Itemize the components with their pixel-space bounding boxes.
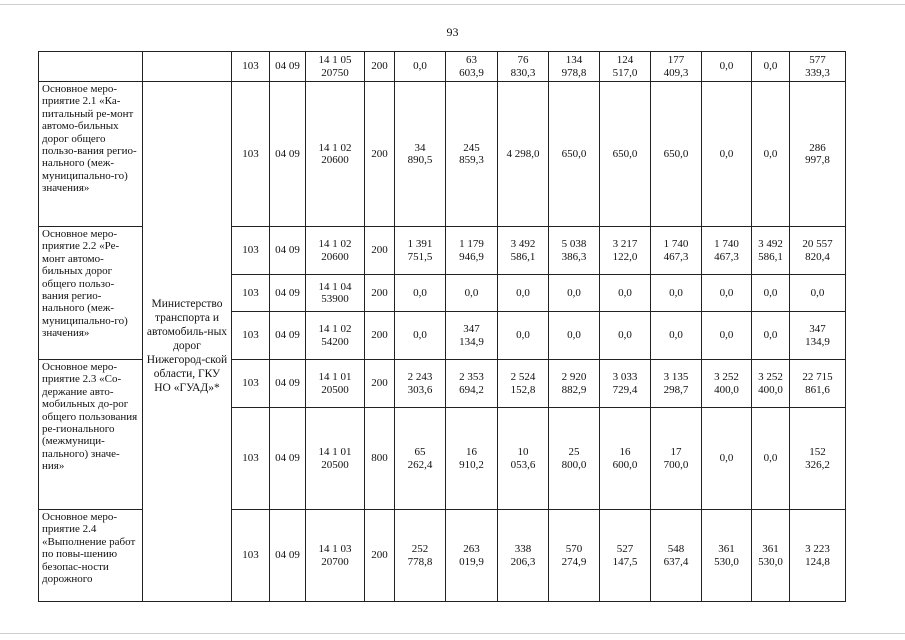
section-code-cell xyxy=(270,227,306,275)
year-value-cell xyxy=(600,510,651,602)
budget-code-cell xyxy=(232,408,270,510)
year-value: 650,0 xyxy=(663,147,689,160)
total-cell xyxy=(790,408,846,510)
year-value-cell xyxy=(446,360,498,408)
budget-code-cell xyxy=(232,82,270,227)
year-value: 3 492 586,1 xyxy=(510,238,536,263)
expense-type-cell xyxy=(365,82,395,227)
year-value: 16 910,2 xyxy=(459,446,484,471)
total-cell xyxy=(790,52,846,82)
activity-name-cell xyxy=(39,52,143,82)
total-value: 3 223 124,8 xyxy=(805,543,830,568)
year-value-cell xyxy=(498,52,549,82)
expense-type-cell xyxy=(365,275,395,312)
target-article-cell xyxy=(306,52,365,82)
total-cell xyxy=(790,510,846,602)
year-value: 1 740 467,3 xyxy=(663,238,689,263)
year-value: 650,0 xyxy=(612,147,638,160)
year-value-cell xyxy=(600,360,651,408)
year-value-cell xyxy=(651,227,702,275)
total-value: 577 339,3 xyxy=(805,54,830,79)
expense-type-cell-value: 800 xyxy=(371,452,388,465)
expense-type-cell xyxy=(365,227,395,275)
target-article-cell-value: 14 1 05 20750 xyxy=(318,54,352,79)
year-value: 0,0 xyxy=(763,286,778,299)
year-value-cell xyxy=(395,408,446,510)
section-code-cell-value: 04 09 xyxy=(275,147,300,160)
year-value-cell xyxy=(498,360,549,408)
year-value-cell xyxy=(651,360,702,408)
target-article-cell xyxy=(306,227,365,275)
target-article-cell xyxy=(306,312,365,360)
year-value: 527 147,5 xyxy=(612,543,638,568)
year-value-cell xyxy=(395,275,446,312)
target-article-cell-value: 14 1 01 20500 xyxy=(318,446,352,471)
year-value-cell xyxy=(498,510,549,602)
year-value: 5 038 386,3 xyxy=(561,238,587,263)
year-value: 0,0 xyxy=(719,147,734,160)
year-value: 548 637,4 xyxy=(663,543,689,568)
year-value-cell xyxy=(752,52,790,82)
section-code-cell xyxy=(270,82,306,227)
year-value-cell xyxy=(702,312,752,360)
budget-code-cell xyxy=(232,510,270,602)
budget-code-cell xyxy=(232,312,270,360)
budget-code-cell xyxy=(232,227,270,275)
year-value-cell xyxy=(498,275,549,312)
target-article-cell-value: 14 1 01 20500 xyxy=(318,371,352,396)
year-value-cell xyxy=(446,227,498,275)
budget-code-cell-value: 103 xyxy=(242,244,259,257)
section-code-cell xyxy=(270,312,306,360)
year-value-cell xyxy=(446,312,498,360)
total-value: 22 715 861,6 xyxy=(802,371,833,396)
budget-code-cell-value: 103 xyxy=(242,60,259,73)
year-value: 570 274,9 xyxy=(561,543,587,568)
year-value-cell xyxy=(752,312,790,360)
year-value-cell xyxy=(549,275,600,312)
year-value-cell xyxy=(395,227,446,275)
year-value: 0,0 xyxy=(719,286,734,299)
budget-table xyxy=(38,51,846,602)
year-value-cell xyxy=(651,408,702,510)
year-value-cell xyxy=(702,510,752,602)
year-value: 2 920 882,9 xyxy=(561,371,587,396)
year-value-cell xyxy=(549,82,600,227)
year-value-cell xyxy=(651,275,702,312)
expense-type-cell xyxy=(365,510,395,602)
section-code-cell-value: 04 09 xyxy=(275,452,300,465)
section-code-cell-value: 04 09 xyxy=(275,60,300,73)
year-value: 3 033 729,4 xyxy=(612,371,638,396)
year-value: 0,0 xyxy=(719,452,734,465)
year-value: 347 134,9 xyxy=(459,323,484,348)
executor-cell-top xyxy=(143,52,232,82)
section-code-cell xyxy=(270,408,306,510)
year-value: 650,0 xyxy=(561,147,587,160)
section-code-cell-value: 04 09 xyxy=(275,377,300,390)
activity-name-cell: Основное меро-приятие 2.1 «Ка-питальный ре-монт автомо-бильных дорог общего пользо-вания регио-нального (меж-муниципально-го) значения» xyxy=(39,82,143,227)
target-article-cell xyxy=(306,408,365,510)
year-value: 1 179 946,9 xyxy=(459,238,484,263)
year-value: 63 603,9 xyxy=(459,54,484,79)
year-value-cell xyxy=(498,227,549,275)
activity-name-cell: Основное меро-приятие 2.3 «Со-держание авто-мобильных до-рог общего пользования ре-гионального (межмуници-пального) значе-ния» xyxy=(39,360,143,510)
year-value: 0,0 xyxy=(567,286,581,299)
year-value-cell xyxy=(549,52,600,82)
year-value: 338 206,3 xyxy=(510,543,536,568)
year-value: 1 740 467,3 xyxy=(714,238,739,263)
year-value: 0,0 xyxy=(763,452,778,465)
year-value: 2 353 694,2 xyxy=(459,371,484,396)
year-value: 3 217 122,0 xyxy=(612,238,638,263)
year-value-cell xyxy=(752,510,790,602)
year-value-cell xyxy=(651,510,702,602)
budget-code-cell xyxy=(232,52,270,82)
scan-edge-bottom xyxy=(0,633,905,634)
total-value: 20 557 820,4 xyxy=(802,238,833,263)
year-value-cell xyxy=(600,275,651,312)
expense-type-cell xyxy=(365,408,395,510)
year-value-cell xyxy=(600,52,651,82)
expense-type-cell-value: 200 xyxy=(371,286,388,299)
year-value: 65 262,4 xyxy=(407,446,433,471)
activity-name-cell: Основное меро-приятие 2.2 «Ре-монт автомо-бильных дорог общего пользо-вания регио-нального (меж-муниципально-го) значения» xyxy=(39,227,143,360)
section-code-cell xyxy=(270,510,306,602)
year-value-cell xyxy=(702,275,752,312)
section-code-cell xyxy=(270,52,306,82)
total-cell xyxy=(790,227,846,275)
year-value: 0,0 xyxy=(516,286,530,299)
year-value-cell xyxy=(702,82,752,227)
year-value-cell xyxy=(600,408,651,510)
target-article-cell-value: 14 1 02 20600 xyxy=(318,238,352,263)
year-value: 0,0 xyxy=(669,329,683,342)
target-article-cell-value: 14 1 04 53900 xyxy=(318,280,352,305)
year-value-cell xyxy=(702,408,752,510)
section-code-cell-value: 04 09 xyxy=(275,549,300,562)
year-value: 3 252 400,0 xyxy=(758,371,783,396)
budget-code-cell-value: 103 xyxy=(242,549,259,562)
year-value: 0,0 xyxy=(567,329,581,342)
activity-name-cell: Основное меро-приятие 2.4 «Выполнение работ по повы-шению безопас-ности дорожного xyxy=(39,510,143,602)
budget-code-cell xyxy=(232,275,270,312)
year-value: 124 517,0 xyxy=(612,54,638,79)
total-value: 347 134,9 xyxy=(805,323,830,348)
year-value: 3 492 586,1 xyxy=(758,238,783,263)
year-value: 0,0 xyxy=(669,286,683,299)
year-value: 0,0 xyxy=(719,329,734,342)
year-value: 177 409,3 xyxy=(663,54,689,79)
table-body xyxy=(39,52,846,602)
year-value-cell xyxy=(752,82,790,227)
year-value: 3 252 400,0 xyxy=(714,371,739,396)
target-article-cell xyxy=(306,510,365,602)
year-value: 1 391 751,5 xyxy=(407,238,433,263)
expense-type-cell-value: 200 xyxy=(371,329,388,342)
year-value: 0,0 xyxy=(413,329,427,342)
expense-type-cell-value: 200 xyxy=(371,147,388,160)
budget-code-cell-value: 103 xyxy=(242,329,259,342)
budget-code-cell-value: 103 xyxy=(242,377,259,390)
year-value-cell xyxy=(395,82,446,227)
year-value-cell xyxy=(395,510,446,602)
section-code-cell xyxy=(270,360,306,408)
year-value: 263 019,9 xyxy=(459,543,484,568)
budget-code-cell-value: 103 xyxy=(242,286,259,299)
table-row xyxy=(39,82,846,227)
year-value-cell xyxy=(702,360,752,408)
year-value-cell xyxy=(600,82,651,227)
year-value-cell xyxy=(752,275,790,312)
year-value-cell xyxy=(600,312,651,360)
expense-type-cell-value: 200 xyxy=(371,549,388,562)
year-value: 0,0 xyxy=(413,286,427,299)
year-value: 17 700,0 xyxy=(663,446,689,471)
budget-code-cell-value: 103 xyxy=(242,452,259,465)
year-value-cell xyxy=(752,360,790,408)
budget-code-cell xyxy=(232,360,270,408)
year-value: 0,0 xyxy=(464,286,479,299)
year-value: 16 600,0 xyxy=(612,446,638,471)
year-value-cell xyxy=(752,408,790,510)
year-value-cell xyxy=(549,360,600,408)
target-article-cell xyxy=(306,360,365,408)
executor-cell: Министерство транспорта и автомобиль-ных дорог Нижегород-ской области, ГКУ НО «ГУАД»* xyxy=(143,82,232,602)
total-cell xyxy=(790,312,846,360)
year-value: 0,0 xyxy=(719,60,734,73)
year-value: 76 830,3 xyxy=(510,54,536,79)
year-value: 0,0 xyxy=(413,60,427,73)
year-value-cell xyxy=(395,312,446,360)
year-value-cell xyxy=(549,227,600,275)
expense-type-cell xyxy=(365,360,395,408)
year-value-cell xyxy=(702,52,752,82)
year-value: 0,0 xyxy=(763,60,778,73)
total-cell xyxy=(790,275,846,312)
expense-type-cell xyxy=(365,312,395,360)
year-value-cell xyxy=(446,408,498,510)
budget-code-cell-value: 103 xyxy=(242,147,259,160)
scan-edge-top xyxy=(0,4,905,5)
year-value: 10 053,6 xyxy=(510,446,536,471)
year-value-cell xyxy=(549,510,600,602)
section-code-cell-value: 04 09 xyxy=(275,244,300,257)
expense-type-cell-value: 200 xyxy=(371,60,388,73)
target-article-cell xyxy=(306,82,365,227)
total-cell xyxy=(790,82,846,227)
year-value-cell xyxy=(702,227,752,275)
year-value-cell xyxy=(395,360,446,408)
year-value: 134 978,8 xyxy=(561,54,587,79)
year-value-cell xyxy=(446,510,498,602)
year-value: 25 800,0 xyxy=(561,446,587,471)
year-value-cell xyxy=(446,82,498,227)
year-value: 0,0 xyxy=(763,329,778,342)
year-value-cell xyxy=(395,52,446,82)
page-number: 93 xyxy=(446,25,459,39)
expense-type-cell-value: 200 xyxy=(371,244,388,257)
section-code-cell-value: 04 09 xyxy=(275,286,300,299)
section-code-cell-value: 04 09 xyxy=(275,329,300,342)
year-value: 0,0 xyxy=(618,286,632,299)
table-row xyxy=(39,52,846,82)
target-article-cell-value: 14 1 02 54200 xyxy=(318,323,352,348)
total-value: 286 997,8 xyxy=(805,141,830,166)
year-value-cell xyxy=(498,312,549,360)
year-value: 2 524 152,8 xyxy=(510,371,536,396)
year-value: 4 298,0 xyxy=(506,147,540,160)
year-value-cell xyxy=(651,52,702,82)
target-article-cell-value: 14 1 02 20600 xyxy=(318,141,352,166)
year-value-cell xyxy=(446,52,498,82)
year-value: 0,0 xyxy=(618,329,632,342)
year-value: 252 778,8 xyxy=(407,543,433,568)
target-article-cell xyxy=(306,275,365,312)
year-value: 34 890,5 xyxy=(407,141,433,166)
year-value-cell xyxy=(752,227,790,275)
year-value: 3 135 298,7 xyxy=(663,371,689,396)
year-value-cell xyxy=(651,82,702,227)
year-value-cell xyxy=(651,312,702,360)
year-value: 0,0 xyxy=(516,329,530,342)
year-value: 0,0 xyxy=(763,147,778,160)
year-value-cell xyxy=(549,312,600,360)
year-value: 361 530,0 xyxy=(758,543,783,568)
year-value: 2 243 303,6 xyxy=(407,371,433,396)
target-article-cell-value: 14 1 03 20700 xyxy=(318,543,352,568)
expense-type-cell-value: 200 xyxy=(371,377,388,390)
year-value-cell xyxy=(549,408,600,510)
year-value-cell xyxy=(498,82,549,227)
total-cell xyxy=(790,360,846,408)
total-value: 152 326,2 xyxy=(805,446,830,471)
year-value-cell xyxy=(446,275,498,312)
year-value-cell xyxy=(498,408,549,510)
expense-type-cell xyxy=(365,52,395,82)
total-value: 0,0 xyxy=(810,286,825,299)
year-value-cell xyxy=(600,227,651,275)
section-code-cell xyxy=(270,275,306,312)
year-value: 245 859,3 xyxy=(459,141,484,166)
year-value: 361 530,0 xyxy=(714,543,739,568)
